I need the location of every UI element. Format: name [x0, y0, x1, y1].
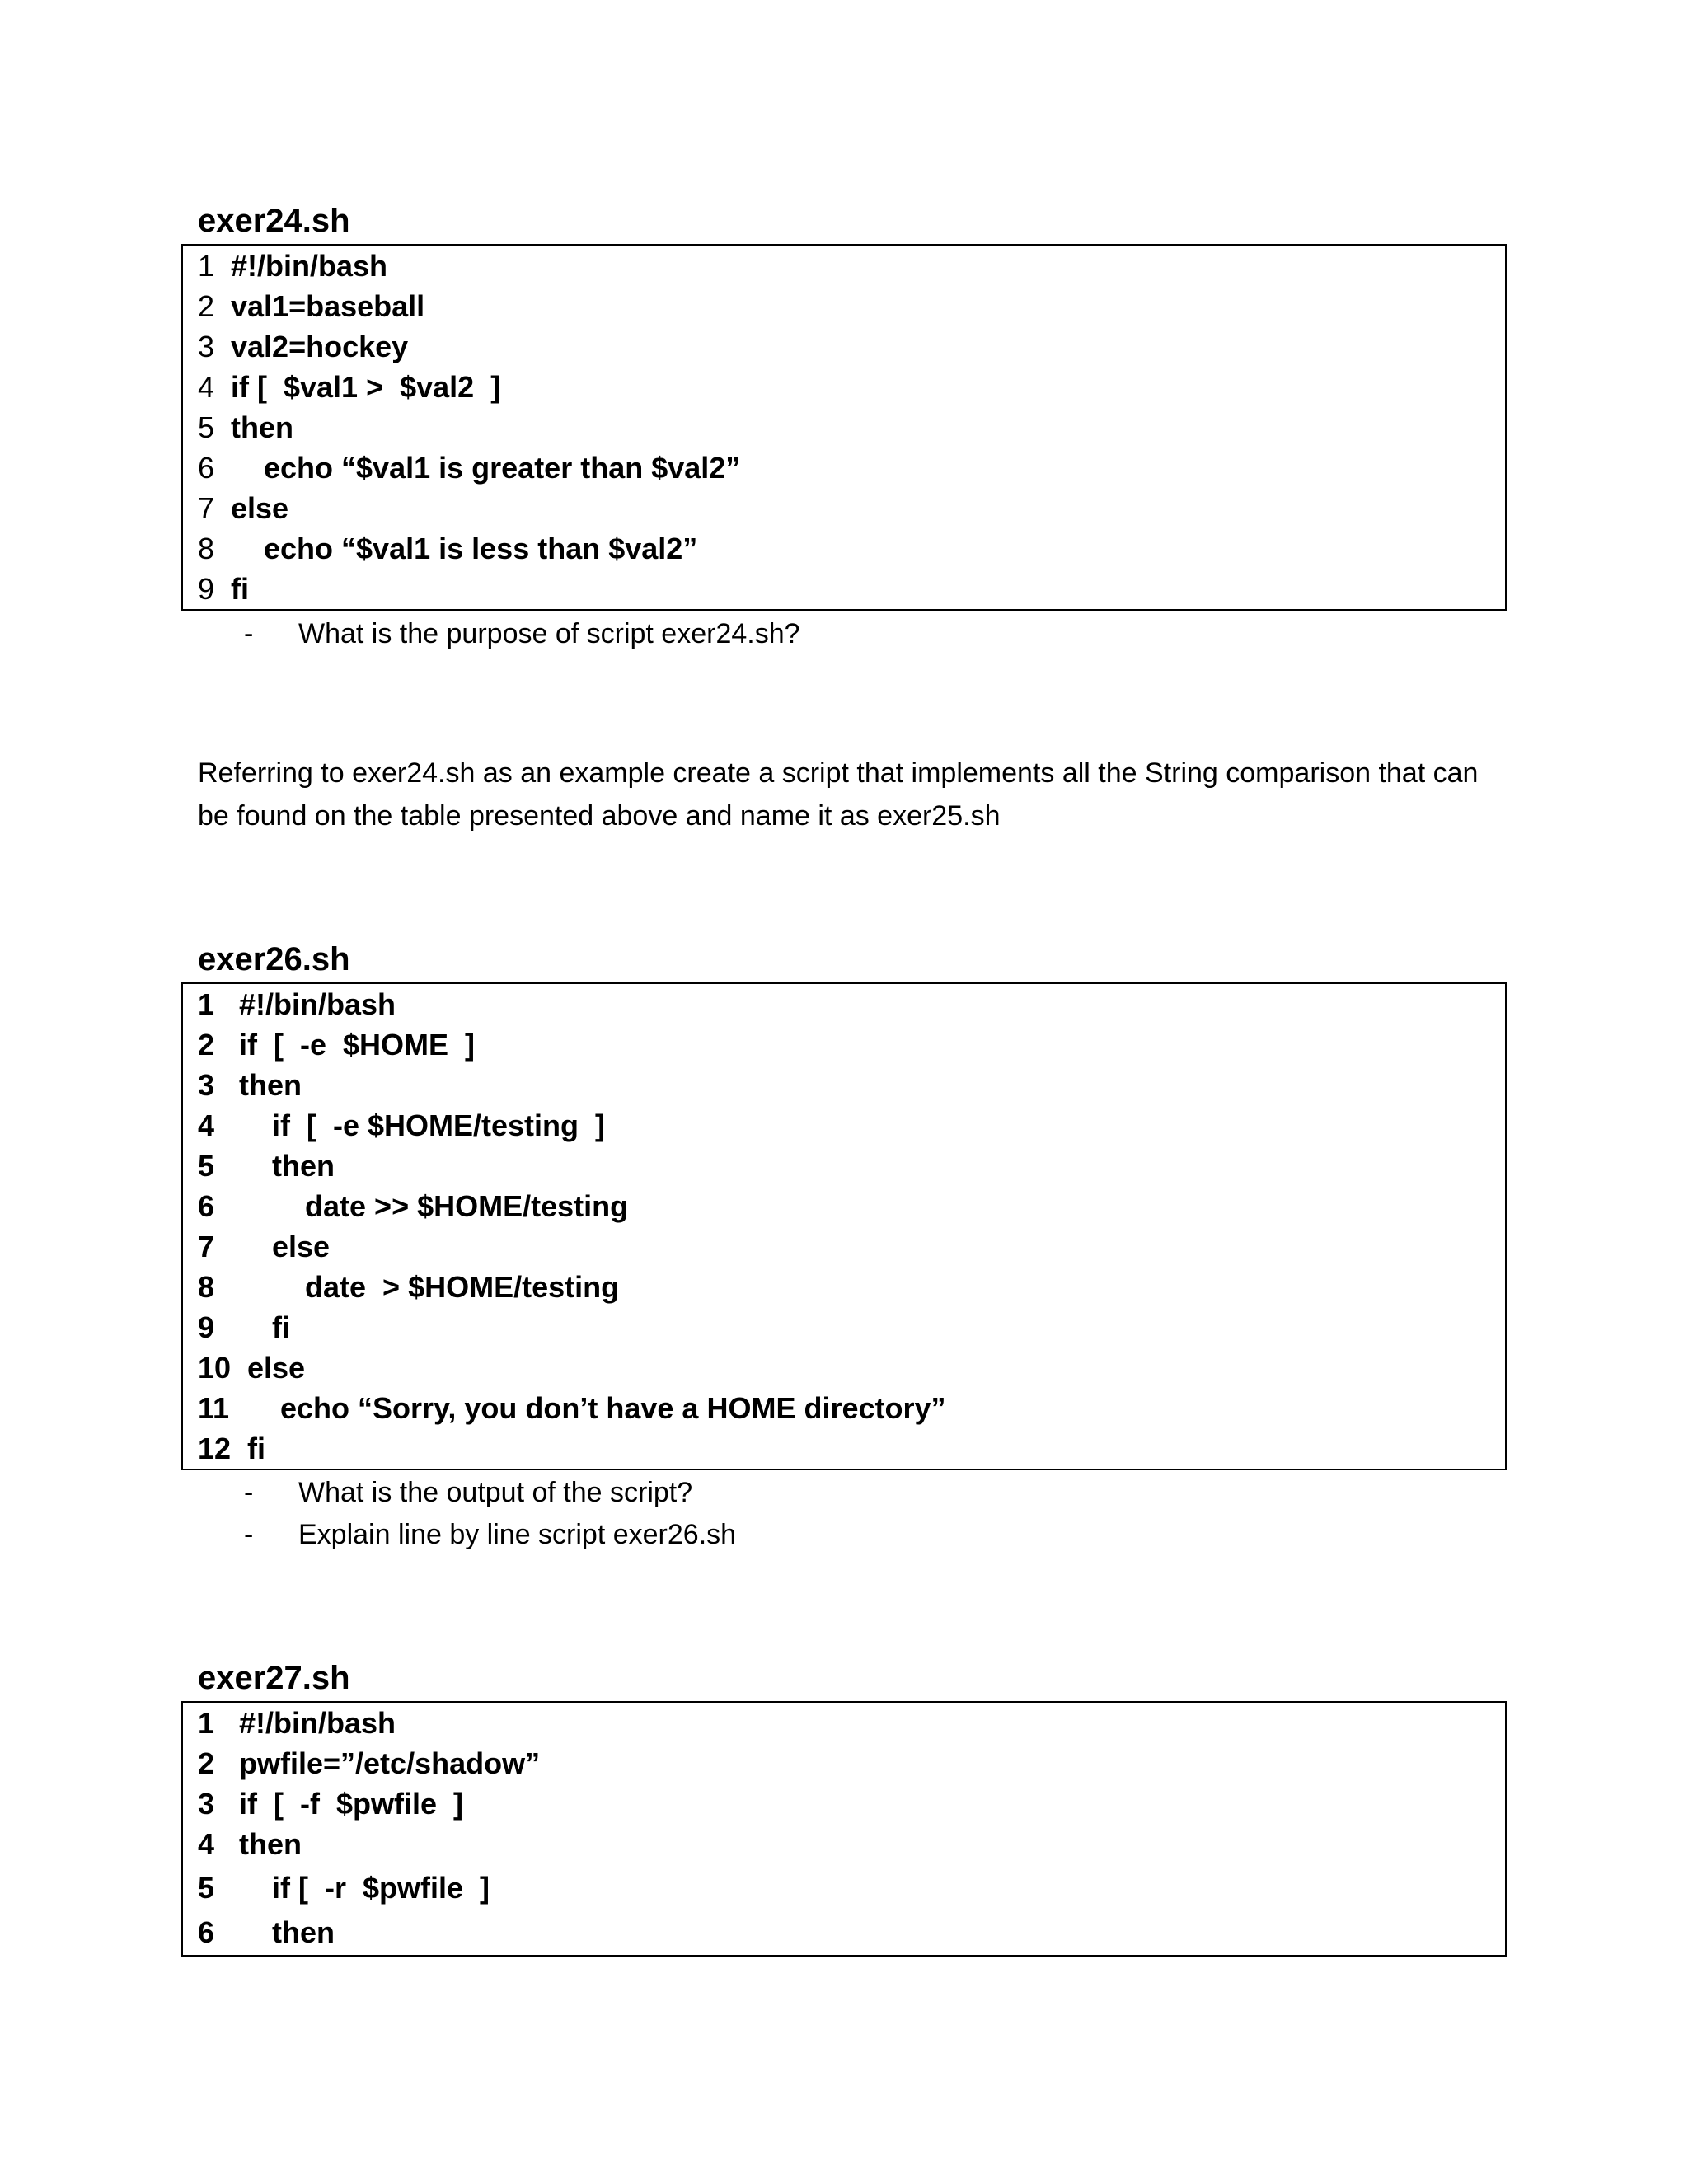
line-number: 4 [198, 1108, 215, 1142]
code-line [183, 1783, 1505, 1824]
code-text: fi [239, 1310, 290, 1344]
code-line [183, 984, 1505, 1024]
code-text: fi [231, 572, 249, 606]
question-text: Explain line by line script exer26.sh [298, 1519, 737, 1550]
exer26-title: exer26.sh [198, 941, 350, 977]
code-line [183, 569, 1505, 609]
code-line [183, 367, 1505, 407]
code-text: echo “Sorry, you don’t have a HOME directory” [247, 1391, 946, 1425]
exer27-title: exer27.sh [198, 1660, 350, 1696]
code-line [183, 1824, 1505, 1864]
code-text: else [247, 1351, 306, 1385]
code-line [183, 1307, 1505, 1347]
line-number: 5 [198, 410, 215, 444]
question-item [244, 1472, 736, 1514]
line-number: 1 [198, 1706, 215, 1740]
line-number: 7 [198, 1230, 215, 1263]
bullet-dash: - [244, 618, 254, 649]
line-number: 6 [198, 1915, 215, 1949]
exer26-questions [244, 1472, 736, 1556]
line-number: 2 [198, 1028, 215, 1062]
code-text: date >> $HOME/testing [239, 1189, 629, 1223]
code-text: then [239, 1915, 335, 1949]
code-line [183, 1703, 1505, 1743]
code-text: #!/bin/bash [239, 987, 396, 1021]
code-text: else [231, 491, 289, 525]
line-number: 7 [198, 491, 215, 525]
code-text: val1=baseball [231, 289, 425, 323]
code-line [183, 286, 1505, 326]
line-number: 8 [198, 532, 215, 565]
code-line [183, 1347, 1505, 1388]
code-text: then [239, 1068, 302, 1102]
line-number: 3 [198, 1068, 215, 1102]
question-text: What is the purpose of script exer24.sh? [298, 618, 800, 649]
exer24-questions [244, 613, 800, 655]
code-text: #!/bin/bash [231, 249, 388, 283]
exer27-code-box [181, 1701, 1507, 1957]
code-text: date > $HOME/testing [239, 1270, 620, 1304]
instruction-paragraph: Referring to exer24.sh as an example create a script that implements all the String comparison that can be found on the table presented above and name it as exer25.sh [198, 757, 1479, 832]
code-line [183, 1910, 1505, 1955]
question-text: What is the output of the script? [298, 1477, 693, 1508]
code-line [183, 1065, 1505, 1105]
code-text: if [ $val1 > $val2 ] [231, 370, 501, 404]
line-number: 9 [198, 572, 215, 606]
exer24-code-box [181, 244, 1507, 611]
line-number: 9 [198, 1310, 215, 1344]
exer26-code-box [181, 982, 1507, 1470]
code-text: then [231, 410, 293, 444]
code-line [183, 488, 1505, 528]
line-number: 1 [198, 987, 215, 1021]
line-number: 11 [198, 1391, 230, 1425]
code-text: if [ -f $pwfile ] [239, 1787, 463, 1821]
code-line [183, 1743, 1505, 1783]
line-number: 4 [198, 1827, 215, 1861]
code-line [183, 1267, 1505, 1307]
question-item [244, 613, 800, 655]
code-line [183, 1024, 1505, 1065]
line-number: 2 [198, 1746, 215, 1780]
code-line [183, 326, 1505, 367]
bullet-dash: - [244, 1477, 254, 1508]
line-number: 5 [198, 1871, 215, 1905]
code-line [183, 246, 1505, 286]
code-text: #!/bin/bash [239, 1706, 396, 1740]
code-line [183, 1186, 1505, 1226]
line-number: 8 [198, 1270, 215, 1304]
line-number: 6 [198, 451, 215, 485]
code-line [183, 407, 1505, 448]
code-line [183, 1105, 1505, 1146]
line-number: 10 [198, 1351, 232, 1385]
exer24-title: exer24.sh [198, 203, 350, 239]
code-text: echo “$val1 is greater than $val2” [231, 451, 741, 485]
code-text: if [ -r $pwfile ] [239, 1871, 490, 1905]
code-line [183, 1864, 1505, 1910]
code-line [183, 1146, 1505, 1186]
line-number: 2 [198, 289, 215, 323]
code-line [183, 448, 1505, 488]
code-text: pwfile=”/etc/shadow” [239, 1746, 541, 1780]
code-text: then [239, 1827, 302, 1861]
bullet-dash: - [244, 1519, 254, 1550]
code-line [183, 1226, 1505, 1267]
line-number: 12 [198, 1432, 232, 1465]
line-number: 3 [198, 1787, 215, 1821]
code-text: then [239, 1149, 335, 1183]
line-number: 5 [198, 1149, 215, 1183]
code-text: if [ -e $HOME/testing ] [239, 1108, 606, 1142]
line-number: 6 [198, 1189, 215, 1223]
code-line [183, 1428, 1505, 1469]
code-text: if [ -e $HOME ] [239, 1028, 476, 1062]
code-line [183, 528, 1505, 569]
line-number: 4 [198, 370, 215, 404]
code-line [183, 1388, 1505, 1428]
code-text: val2=hockey [231, 330, 409, 363]
line-number: 3 [198, 330, 215, 363]
code-text: echo “$val1 is less than $val2” [231, 532, 698, 565]
line-number: 1 [198, 249, 215, 283]
code-text: else [239, 1230, 331, 1263]
code-text: fi [247, 1432, 265, 1465]
question-item [244, 1514, 736, 1556]
